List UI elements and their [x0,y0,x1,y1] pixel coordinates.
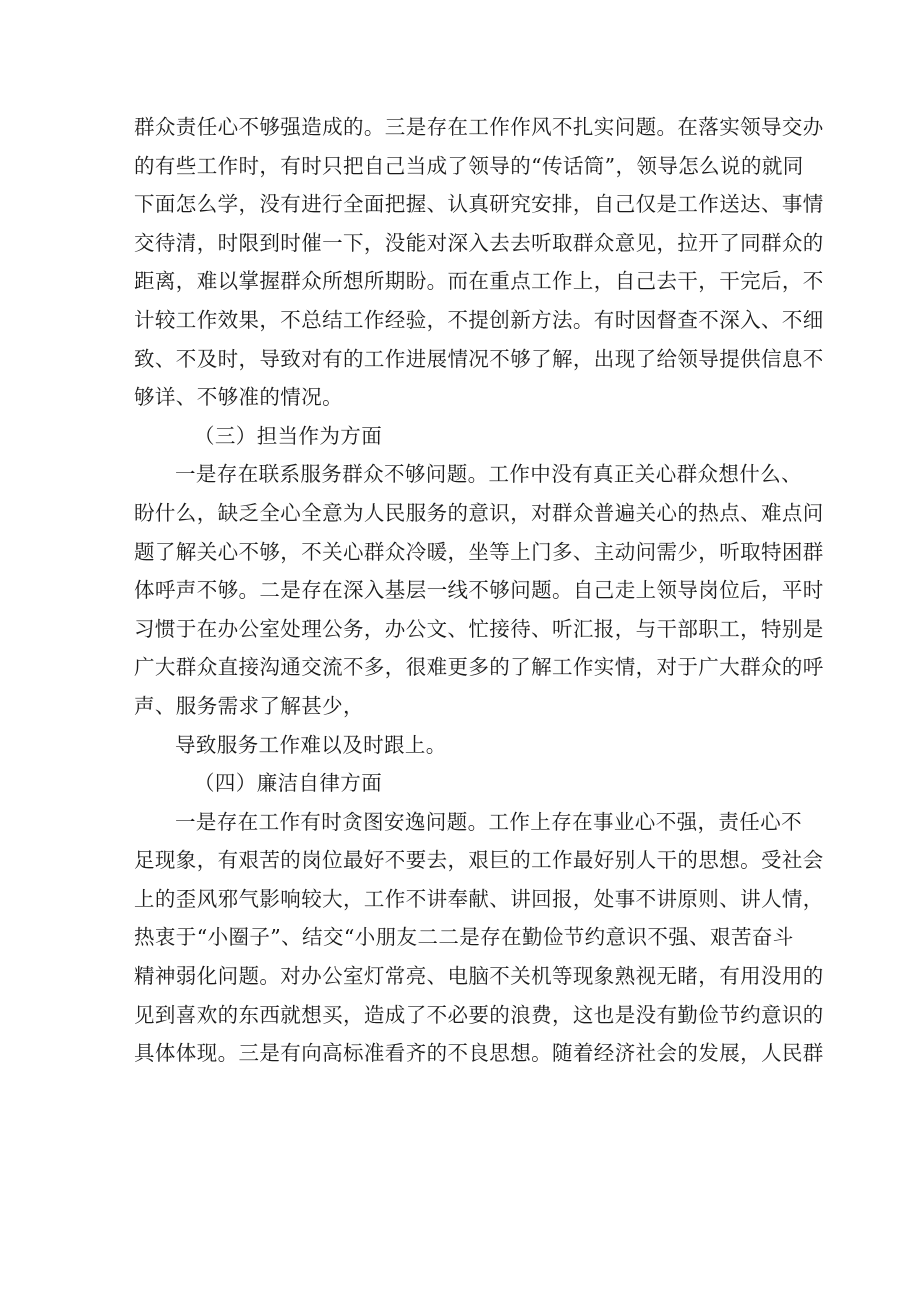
paragraph-line: 声、服务需求了解甚少， [134,693,364,718]
paragraph-line: 见到喜欢的东西就想买，造成了不必要的浪费，这也是没有勤俭节约意识的 [134,1002,824,1027]
paragraph-line: 群众责任心不够强造成的。三是存在工作作风不扎实问题。在落实领导交办 [134,115,824,139]
section-heading: （四）廉洁自律方面 [194,771,383,796]
paragraph-line: 题了解关心不够，不关心群众冷暖，坐等上门多、主动问需少，听取特困群 [134,539,824,564]
paragraph-line: 广大群众直接沟通交流不多，很难更多的了解工作实情，对于广大群众的呼 [134,655,824,680]
paragraph-line: 盼什么，缺乏全心全意为人民服务的意识，对群众普遍关心的热点、难点问 [134,500,824,525]
paragraph-line: 热衷于“小圈子”、结交“小朋友二二是存在勤俭节约意识不强、艰苦奋斗 [134,925,794,950]
paragraph-line: 下面怎么学，没有进行全面把握、认真研究安排，自己仅是工作送达、事情 [134,192,824,217]
paragraph-line: 致、不及时，导致对有的工作进展情况不够了解，出现了给领导提供信息不 [134,346,824,371]
paragraph-line: 导致服务工作难以及时跟上。 [175,732,447,757]
paragraph-line: 计较工作效果，不总结工作经验，不提创新方法。有时因督查不深入、不细 [134,307,824,332]
paragraph-line: 一是存在联系服务群众不够问题。工作中没有真正关心群众想什么、 [175,462,802,487]
paragraph-line: 足现象，有艰苦的岗位最好不要去，艰巨的工作最好别人干的思想。受社会 [134,848,824,873]
paragraph-line: 交待清，时限到时催一下，没能对深入去去听取群众意见，拉开了同群众的 [134,230,824,255]
paragraph-line: 够详、不够准的情况。 [134,385,343,410]
paragraph-line: 上的歪风邪气影响较大，工作不讲奉献、讲回报，处事不讲原则、讲人情， [134,886,824,911]
paragraph-line: 习惯于在办公室处理公务，办公文、忙接待、听汇报，与干部职工，特别是 [134,616,824,641]
paragraph-line: 的有些工作时，有时只把自己当成了领导的“传话筒”，领导怎么说的就同 [134,153,804,178]
section-heading: （三）担当作为方面 [194,423,383,448]
paragraph-line: 体呼声不够。二是存在深入基层一线不够问题。自己走上领导岗位后，平时 [134,578,824,603]
document-body [134,108,824,1073]
paragraph-line: 距离，难以掌握群众所想所期盼。而在重点工作上，自己去干，干完后，不 [134,269,824,294]
paragraph-line: 具体体现。三是有向高标准看齐的不良思想。随着经济社会的发展，人民群 [134,1041,824,1066]
paragraph-line: 精神弱化问题。对办公室灯常亮、电脑不关机等现象熟视无睹，有用没用的 [134,964,824,989]
paragraph-line: 一是存在工作有时贪图安逸问题。工作上存在事业心不强，责任心不 [175,809,802,834]
